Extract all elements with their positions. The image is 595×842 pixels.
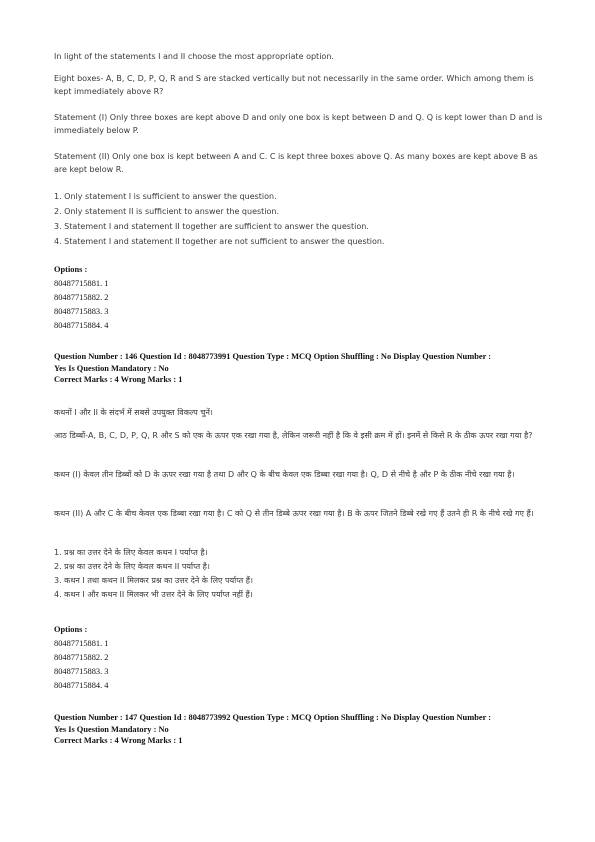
q146-choice-2: 2. प्रश्न का उत्तर देने के लिए केवल कथन II पर्याप्त है। bbox=[54, 562, 210, 571]
q146-option-1: 80487715881. 1 bbox=[54, 638, 109, 648]
q145-choice-list bbox=[54, 189, 544, 249]
q145-intro: In light of the statements I and II choose the most appropriate option. bbox=[54, 52, 334, 61]
q146-statement-2: कथन (II) A और C के बीच केवल एक डिब्बा रखा गया है। C को Q से तीन डिब्बे ऊपर रखा गया है। B के ऊपर जितने डिब्बे रखे गए हैं उतने ही R के नीचे रखे गए हैं। bbox=[54, 509, 534, 518]
q146-choice-1: 1. प्रश्न का उत्तर देने के लिए केवल कथन I पर्याप्त है। bbox=[54, 548, 208, 557]
q145-option-1: 80487715881. 1 bbox=[54, 278, 109, 288]
q146-option-3: 80487715883. 3 bbox=[54, 666, 109, 676]
q145-statement-1: Statement (I) Only three boxes are kept above D and only one box is kept between D and Q. Q is kept lower than D and is immediately below P. bbox=[54, 113, 543, 135]
q146-option-2: 80487715882. 2 bbox=[54, 652, 109, 662]
q145-choice-1: 1. Only statement I is sufficient to answer the question. bbox=[54, 192, 277, 201]
q146-option-4: 80487715884. 4 bbox=[54, 680, 109, 690]
q145-stem: Eight boxes- A, B, C, D, P, Q, R and S are stacked vertically but not necessarily in the same order. Which among them is kept immediately above R? bbox=[54, 74, 534, 96]
q146-choice-list bbox=[54, 546, 544, 602]
q147-marks: Correct Marks : 4 Wrong Marks : 1 bbox=[54, 736, 183, 745]
q146-marks: Correct Marks : 4 Wrong Marks : 1 bbox=[54, 375, 183, 384]
q147-header-line2: Yes Is Question Mandatory : No bbox=[54, 724, 169, 734]
q146-choice-3: 3. कथन I तथा कथन II मिलकर प्रश्न का उत्तर देने के लिए पर्याप्त हैं। bbox=[54, 576, 254, 585]
q145-options-label: Options : bbox=[54, 265, 88, 274]
q146-statement-1: कथन (I) केवल तीन डिब्बों को D के ऊपर रखा गया है तथा D और Q के बीच केवल एक डिब्बा रखा गया है। Q, D से नीचे है और P के ठीक नीचे रखा गया है। bbox=[54, 470, 515, 479]
q146-header-line1: Question Number : 146 Question Id : 8048773991 Question Type : MCQ Option Shuffling : No Display Question Number : bbox=[54, 352, 492, 361]
q146-options bbox=[54, 624, 549, 693]
q146-intro: कथनों I और II के संदर्भ में सबसे उपयुक्त विकल्प चुनें। bbox=[54, 408, 213, 417]
q145-options bbox=[54, 264, 549, 333]
q145-option-4: 80487715884. 4 bbox=[54, 320, 109, 330]
q145-choice-4: 4. Statement I and statement II together are not sufficient to answer the question. bbox=[54, 237, 385, 246]
q145-option-3: 80487715883. 3 bbox=[54, 306, 109, 316]
q146-stem: आठ डिब्बों-A, B, C, D, P, Q, R और S को एक के ऊपर एक रखा गया है, लेकिन जरूरी नहीं है कि वे इसी क्रम में हों। इनमें से किसे R के ठीक ऊपर रखा गया है? bbox=[54, 431, 533, 440]
q146-options-label: Options : bbox=[54, 625, 88, 634]
q146-choice-4: 4. कथन I और कथन II मिलकर भी उत्तर देने के लिए पर्याप्त नहीं हैं। bbox=[54, 590, 253, 599]
q146-header bbox=[54, 351, 549, 386]
q145-choice-2: 2. Only statement II is sufficient to answer the question. bbox=[54, 207, 280, 216]
q145-statement-2: Statement (II) Only one box is kept between A and C. C is kept three boxes above Q. As many boxes are kept above B as are kept below R. bbox=[54, 152, 538, 174]
q145-option-2: 80487715882. 2 bbox=[54, 292, 109, 302]
q147-header-line1: Question Number : 147 Question Id : 8048773992 Question Type : MCQ Option Shuffling : No Display Question Number : bbox=[54, 713, 492, 722]
q145-choice-3: 3. Statement I and statement II together are sufficient to answer the question. bbox=[54, 222, 369, 231]
q147-header bbox=[54, 712, 549, 747]
q146-header-line2: Yes Is Question Mandatory : No bbox=[54, 363, 169, 373]
